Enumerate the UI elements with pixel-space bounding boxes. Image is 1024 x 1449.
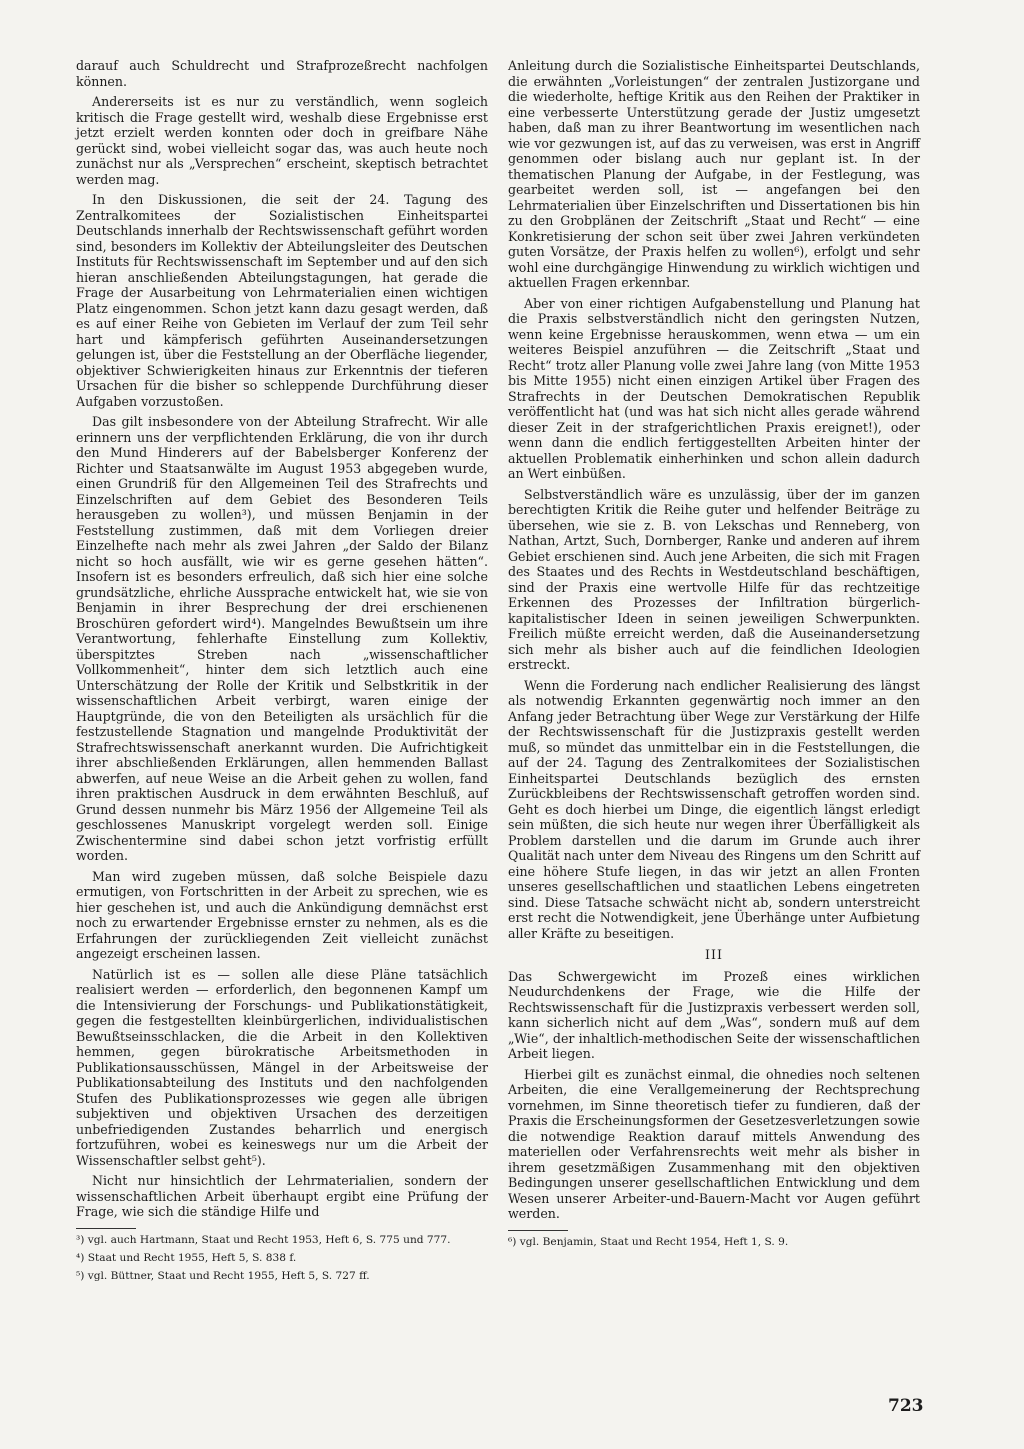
footnote-divider	[508, 1230, 568, 1231]
section-heading: III	[705, 947, 723, 962]
page-number: 723	[888, 1396, 924, 1416]
footnote-divider	[76, 1228, 136, 1229]
footnote: ⁵) vgl. Büttner, Staat und Recht 1955, Heft 5, S. 727 ff.	[76, 1269, 370, 1282]
paragraph: Das Schwergewicht im Prozeß eines wirklichen Neudurchdenkens der Frage, wie die Hilfe der Rechtswissenschaft für die Justizpraxis verbessert werden soll, kann sicherlich nicht auf dem „Was“, sondern muß auf dem „Wie“, der inhaltlich-methodischen Seite der wissenschaftlichen Arbeit liegen.	[508, 968, 920, 1061]
right-column	[508, 58, 920, 1254]
footnote: ⁴) Staat und Recht 1955, Heft 5, S. 838 f.	[76, 1251, 297, 1264]
paragraph: Andererseits ist es nur zu verständlich, wenn sogleich kritisch die Frage gestellt wird, weshalb diese Ergebnisse erst jetzt erzielt werden konnten oder doch in greifbare Nähe gerückt sind, wobei vielleicht sogar das, was auch heute noch zunächst nur als „Versprechen“ erscheint, skeptisch betrachtet werden mag.	[76, 94, 488, 187]
paragraph: Anleitung durch die Sozialistische Einheitspartei Deutschlands, die erwähnten „Vorleistungen“ der zentralen Justizorgane und die wiederholte, heftige Kritik aus den Reihen der Praktiker in eine verbesserte Unterstützung gerade der Justiz umgesetzt haben, daß man zu ihrer Beantwortung im wesentlichen nach wie vor gezwungen ist, auf das zu verweisen, was erst in Angriff genommen oder bislang auch nur geplant ist. In der thematischen Planung der Aufgabe, in der Festlegung, was gearbeitet werden soll, ist — angefangen bei den Lehrmaterialien über Einzelschriften und Dissertationen bis hin zu den Grobplänen der Zeitschrift „Staat und Recht“ — eine Konkretisierung der schon seit über zwei Jahren verkündeten guten Vorsätze, der Praxis helfen zu wollen⁶), erfolgt und sehr wohl eine durchgängige Hinwendung zu wirklich wichtigen und aktuellen Fragen erkennbar.	[508, 58, 920, 290]
paragraph: Nicht nur hinsichtlich der Lehrmaterialien, sondern der wissenschaftlichen Arbeit überhaupt ergibt eine Prüfung der Frage, wie sich die ständige Hilfe und	[76, 1173, 488, 1219]
paragraph: Man wird zugeben müssen, daß solche Beispiele dazu ermutigen, von Fortschritten in der Arbeit zu sprechen, wie es hier geschehen ist, und auch die Ankündigung demnächst erst noch zu erwartender Ergebnisse ernster zu nehmen, als es die Erfahrungen der zurückliegenden Zeit vielleicht zunächst angezeigt erscheinen lassen.	[76, 868, 488, 961]
left-column	[76, 58, 488, 1288]
paragraph: Wenn die Forderung nach endlicher Realisierung des längst als notwendig Erkannten gegenwärtig noch immer an den Anfang jeder Betrachtung über Wege zur Verstärkung der Hilfe der Rechtswissenschaft für die Justizpraxis gestellt werden muß, so mündet das unmittelbar ein in die Feststellungen, die auf der 24. Tagung des Zentralkomitees der Sozialistischen Einheitspartei Deutschlands bezüglich des ernsten Zurückbleibens der Rechtswissenschaft getroffen worden sind. Geht es doch hierbei um Dinge, die eigentlich längst erledigt sein müßten, die sich heute nur wegen ihrer Überfälligkeit als Problem darstellen und die darum im Grunde auch ihrer Qualität nach unter dem Niveau des Ringens um den Schritt auf eine höhere Stufe liegen, in das wir jetzt an allen Fronten unseres gesellschaftlichen und staatlichen Lebens eingetreten sind. Diese Tatsache schwächt nicht ab, sondern unterstreicht erst recht die Notwendigkeit, jene Überhänge unter Aufbietung aller Kräfte zu beseitigen.	[508, 677, 920, 941]
paragraph: darauf auch Schuldrecht und Strafprozeßrecht nachfolgen können.	[76, 58, 488, 89]
paragraph: Selbstverständlich wäre es unzulässig, über der im ganzen berechtigten Kritik die Reihe guter und helfender Beiträge zu übersehen, wie sie z. B. von Lekschas und Renneberg, von Nathan, Artzt, Such, Dornberger, Ranke und anderen auf ihrem Gebiet erschienen sind. Auch jene Arbeiten, die sich mit Fragen des Staates und des Rechts in Westdeutschland beschäftigen, sind der Praxis eine wertvolle Hilfe für das rechtzeitige Erkennen des Prozesses der Infiltration bürgerlich-kapitalistischer Ideen in seinen jeweiligen Schwerpunkten. Freilich müßte erreicht werden, daß die Auseinandersetzung sich mehr als bisher auch auf die feindlichen Ideologien erstreckt.	[508, 486, 920, 672]
paragraph: Das gilt insbesondere von der Abteilung Strafrecht. Wir alle erinnern uns der verpflichtenden Erklärung, die von ihr durch den Mund Hinderers auf der Babelsberger Konferenz der Richter und Staatsanwälte im August 1953 abgegeben wurde, einen Grundriß für den Allgemeinen Teil des Strafrechts und Einzelschriften auf dem Gebiet des Besonderen Teils herausgeben zu wollen³), und müssen Benjamin in der Feststellung zustimmen, daß mit dem Vorliegen dreier Einzelhefte nach mehr als zwei Jahren „der Saldo der Bilanz nicht so hoch ausfällt, wie wir es gerne gesehen hätten“. Insofern ist es besonders erfreulich, daß sich hier eine solche grundsätzliche, ehrliche Aussprache entwickelt hat, wie sie von Benjamin in ihrer Besprechung der drei erschienenen Broschüren gefordert wird⁴). Mangelndes Bewußtsein um ihre Verantwortung, fehlerhafte Einstellung zum Kollektiv, überspitztes Streben nach „wissenschaftlicher Vollkommenheit“, hinter dem sich letztlich auch eine Unterschätzung der Rolle der Kritik und Selbstkritik in der wissenschaftlichen Arbeit verbirgt, waren einige der Hauptgründe, die von den Beteiligten als ursächlich für die festzustellende Stagnation und mangelnde Produktivität der Strafrechtswissenschaft anerkannt wurden. Die Aufrichtigkeit ihrer abschließenden Erklärungen, allen hemmenden Ballast abwerfen, auf neue Weise an die Arbeit gehen zu wollen, fand ihren praktischen Ausdruck in dem erwähnten Beschluß, auf Grund dessen nunmehr bis März 1956 der Allgemeine Teil als geschlossenes Manuskript vorgelegt werden soll. Einige Zwischentermine sind dabei schon jetzt vorfristig erfüllt worden.	[76, 414, 488, 863]
paragraph: In den Diskussionen, die seit der 24. Tagung des Zentralkomitees der Sozialistischen Einheitspartei Deutschlands innerhalb der Rechtswissenschaft geführt worden sind, besonders im Kollektiv der Abteilungsleiter des Deutschen Instituts für Rechtswissenschaft im September und auf den sich hieran anschließenden Abteilungstagungen, hat gerade die Frage der Ausarbeitung von Lehrmaterialien einen wichtigen Platz eingenommen. Schon jetzt kann dazu gesagt werden, daß es auf einer Reihe von Gebieten im Verlauf der zum Teil sehr hart und kämpferisch geführten Auseinandersetzungen gelungen ist, über die Feststellung an der Oberfläche liegender, objektiver Schwierigkeiten hinaus zur Erkenntnis der tieferen Ursachen für die bisher so schleppende Durchführung dieser Aufgaben vorzustoßen.	[76, 192, 488, 409]
footnote: ⁶) vgl. Benjamin, Staat und Recht 1954, Heft 1, S. 9.	[508, 1235, 789, 1248]
paragraph: Natürlich ist es — sollen alle diese Pläne tatsächlich realisiert werden — erforderlich, den begonnenen Kampf um die Intensivierung der Forschungs- und Publikationstätigkeit, gegen die festgestellten kleinbürgerlichen, individualistischen Bewußtseinsschlacken, die die Arbeit in den Kollektiven hemmen, gegen bürokratische Arbeitsmethoden in Publikationsausschüssen, Mängel in der Arbeitsweise der Publikationsabteilung des Instituts und den nachfolgenden Stufen des Publikationsprozesses wie gegen alle übrigen subjektiven und objektiven Ursachen des derzeitigen unbefriedigenden Zustandes beharrlich und energisch fortzuführen, wobei es keineswegs nur um die Arbeit der Wissenschaftler selbst geht⁵).	[76, 966, 488, 1168]
paragraph: Aber von einer richtigen Aufgabenstellung und Planung hat die Praxis selbstverständlich nicht den geringsten Nutzen, wenn keine Ergebnisse herauskommen, wenn etwa — um ein weiteres Beispiel anzuführen — die Zeitschrift „Staat und Recht“ trotz aller Planung volle zwei Jahre lang (von Mitte 1953 bis Mitte 1955) nicht einen einzigen Artikel über Fragen des Strafrechts in der Deutschen Demokratischen Republik veröffentlicht hat (und was hat sich nicht alles gerade während dieser Zeit in der strafgerichtlichen Praxis ereignet!), oder wenn dann die endlich fertiggestellten Arbeiten hinter der aktuellen Problematik einherhinken und schon allein dadurch an Wert einbüßen.	[508, 295, 920, 481]
footnote: ³) vgl. auch Hartmann, Staat und Recht 1953, Heft 6, S. 775 und 777.	[76, 1233, 451, 1246]
paragraph: Hierbei gilt es zunächst einmal, die ohnedies noch seltenen Arbeiten, die eine Verallgemeinerung der Rechtsprechung vornehmen, im Sinne theoretisch tiefer zu fundieren, daß der Praxis die Erscheinungsformen der Gesetzesverletzungen sowie die notwendige Reaktion darauf mittels Anwendung des materiellen oder Verfahrensrechts weit mehr als bisher in ihrem gesetzmäßigen Zusammenhang mit den objektiven Bedingungen unserer gesellschaftlichen Entwicklung und dem Wesen unserer Arbeiter-und-Bauern-Macht vor Augen geführt werden.	[508, 1066, 920, 1221]
